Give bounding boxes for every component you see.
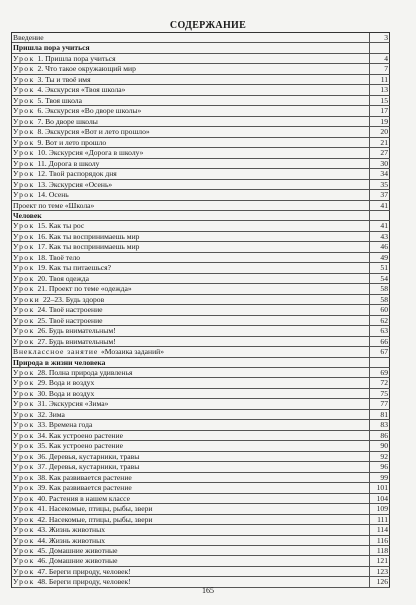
lesson-prefix: Урок — [13, 263, 35, 273]
entry-page-number: 34 — [370, 169, 390, 178]
entry-title: 15. Как ты рос — [37, 221, 85, 231]
entry-page-number: 67 — [370, 347, 390, 356]
toc-row — [12, 253, 390, 263]
toc-row — [12, 431, 390, 441]
entry-title: 17. Как ты воспринимаешь мир — [37, 242, 140, 252]
entry-title: Человек — [13, 210, 42, 220]
table-of-contents — [11, 32, 390, 588]
entry-title: 22–23. Будь здоров — [42, 294, 105, 304]
lesson-prefix: Урок — [13, 566, 35, 576]
entry-title: 24. Твоё настроение — [37, 305, 103, 315]
lesson-prefix: Урок — [13, 483, 35, 493]
toc-row — [12, 441, 390, 451]
entry-title: 13. Экскурсия «Осень» — [37, 179, 113, 189]
toc-row — [12, 378, 390, 388]
toc-entry-label — [12, 169, 370, 178]
lesson-prefix: Урок — [13, 430, 35, 440]
entry-page-number — [370, 358, 390, 367]
toc-row — [12, 201, 390, 211]
toc-row — [12, 263, 390, 273]
toc-entry-label — [12, 316, 370, 325]
entry-page-number: 66 — [370, 337, 390, 346]
lesson-prefix: Урок — [13, 273, 35, 283]
entry-page-number — [370, 211, 390, 220]
entry-page-number: 111 — [370, 515, 390, 524]
entry-title: 37. Деревья, кустарники, травы — [37, 462, 140, 472]
entry-page-number: 51 — [370, 263, 390, 272]
entry-page-number: 41 — [370, 221, 390, 230]
entry-page-number: 104 — [370, 494, 390, 503]
lesson-prefix: Урок — [13, 95, 35, 105]
entry-page-number: 60 — [370, 305, 390, 314]
toc-entry-label — [12, 358, 370, 367]
lesson-prefix: Внеклассное занятие — [13, 347, 99, 357]
toc-row — [12, 567, 390, 577]
lesson-prefix: Урок — [13, 242, 35, 252]
lesson-prefix: Урок — [13, 462, 35, 472]
toc-entry-label — [12, 368, 370, 377]
toc-row — [12, 368, 390, 378]
entry-title: Проект по теме «Школа» — [13, 200, 95, 210]
entry-title: 27. Будь внимательным! — [37, 336, 116, 346]
lesson-prefix: Урок — [13, 399, 35, 409]
entry-title: 8. Экскурсия «Вот и лето прошло» — [37, 127, 150, 137]
lesson-prefix: Уроки — [13, 294, 41, 304]
toc-entry-label — [12, 420, 370, 429]
entry-page-number: 90 — [370, 441, 390, 450]
toc-entry-label — [12, 378, 370, 387]
toc-entry-label — [12, 462, 370, 471]
lesson-prefix: Урок — [13, 231, 35, 241]
entry-page-number: 43 — [370, 232, 390, 241]
entry-page-number: 92 — [370, 452, 390, 461]
entry-page-number: 83 — [370, 420, 390, 429]
toc-row — [12, 473, 390, 483]
toc-row — [12, 504, 390, 514]
toc-entry-label — [12, 504, 370, 513]
toc-entry-label — [12, 127, 370, 136]
entry-page-number: 17 — [370, 106, 390, 115]
lesson-prefix: Урок — [13, 378, 35, 388]
entry-page-number: 13 — [370, 85, 390, 94]
lesson-prefix: Урок — [13, 74, 35, 84]
lesson-prefix: Урок — [13, 420, 35, 430]
entry-page-number: 99 — [370, 473, 390, 482]
entry-page-number: 58 — [370, 284, 390, 293]
entry-page-number: 19 — [370, 117, 390, 126]
toc-entry-label — [12, 106, 370, 115]
toc-row — [12, 462, 390, 472]
entry-title: 45. Домашние животные — [37, 545, 118, 555]
toc-row — [12, 117, 390, 127]
toc-entry-label — [12, 389, 370, 398]
entry-title: 46. Домашние животные — [37, 556, 118, 566]
lesson-prefix: Урок — [13, 388, 35, 398]
toc-entry-label — [12, 64, 370, 73]
lesson-prefix: Урок — [13, 368, 35, 377]
lesson-prefix: Урок — [13, 326, 35, 336]
entry-page-number: 15 — [370, 96, 390, 105]
toc-row — [12, 525, 390, 535]
toc-entry-label — [12, 33, 370, 42]
toc-entry-label — [12, 85, 370, 94]
toc-row — [12, 96, 390, 106]
entry-page-number: 77 — [370, 399, 390, 408]
toc-row — [12, 494, 390, 504]
toc-row — [12, 54, 390, 64]
entry-page-number: 81 — [370, 410, 390, 419]
entry-title: 36. Деревья, кустарники, травы — [37, 451, 140, 461]
toc-entry-label — [12, 305, 370, 314]
toc-row — [12, 242, 390, 252]
toc-entry-label — [12, 211, 370, 220]
entry-title: 31. Экскурсия «Зима» — [37, 399, 109, 409]
toc-row — [12, 75, 390, 85]
toc-entry-label — [12, 473, 370, 482]
toc-row — [12, 347, 390, 357]
toc-entry-label — [12, 525, 370, 534]
entry-page-number: 54 — [370, 274, 390, 283]
toc-entry-label — [12, 253, 370, 262]
entry-title: 32. Зима — [37, 409, 65, 419]
toc-entry-label — [12, 274, 370, 283]
entry-title: Природа в жизни человека — [13, 357, 106, 367]
entry-title: 14. Осень — [37, 190, 69, 200]
lesson-prefix: Урок — [13, 514, 35, 524]
entry-title: 47. Береги природу, человек! — [37, 566, 131, 576]
entry-title: 4. Экскурсия «Твоя школа» — [37, 85, 126, 95]
toc-entry-label — [12, 399, 370, 408]
toc-row — [12, 452, 390, 462]
entry-title: 6. Экскурсия «Во дворе школы» — [37, 106, 142, 116]
lesson-prefix: Урок — [13, 493, 35, 503]
lesson-prefix: Урок — [13, 545, 35, 555]
entry-title: 9. Вот и лето прошло — [37, 137, 107, 147]
entry-title: 33. Времена года — [37, 420, 93, 430]
toc-entry-label — [12, 347, 370, 356]
lesson-prefix: Урок — [13, 441, 35, 451]
entry-title: «Мозаика заданий» — [101, 347, 165, 357]
entry-page-number: 21 — [370, 138, 390, 147]
toc-row — [12, 106, 390, 116]
page-title: СОДЕРЖАНИЕ — [169, 20, 247, 31]
lesson-prefix: Урок — [13, 179, 35, 189]
toc-entry-label — [12, 54, 370, 63]
toc-entry-label — [12, 567, 370, 576]
entry-title: 11. Дорога в школу — [37, 158, 100, 168]
toc-row — [12, 515, 390, 525]
entry-title: 38. Как развивается растение — [37, 472, 132, 482]
entry-title: 25. Твоё настроение — [37, 315, 103, 325]
entry-page-number: 11 — [370, 75, 390, 84]
lesson-prefix: Урок — [13, 451, 35, 461]
entry-title: 28. Полна природа удивленья — [37, 368, 133, 377]
entry-page-number: 121 — [370, 556, 390, 565]
lesson-prefix: Урок — [13, 169, 35, 179]
toc-row — [12, 274, 390, 284]
toc-row — [12, 546, 390, 556]
toc-row — [12, 127, 390, 137]
toc-entry-label — [12, 284, 370, 293]
toc-row — [12, 316, 390, 326]
toc-row — [12, 169, 390, 179]
entry-page-number: 4 — [370, 54, 390, 63]
entry-title: 18. Твоё тело — [37, 252, 81, 262]
entry-page-number: 123 — [370, 567, 390, 576]
lesson-prefix: Урок — [13, 525, 35, 535]
toc-row — [12, 180, 390, 190]
lesson-prefix: Урок — [13, 315, 35, 325]
toc-entry-label — [12, 337, 370, 346]
entry-page-number: 27 — [370, 148, 390, 157]
lesson-prefix: Урок — [13, 556, 35, 566]
toc-entry-label — [12, 190, 370, 199]
entry-page-number: 114 — [370, 525, 390, 534]
entry-page-number: 101 — [370, 483, 390, 492]
toc-entry-label — [12, 483, 370, 492]
toc-row — [12, 326, 390, 336]
lesson-prefix: Урок — [13, 577, 35, 587]
entry-page-number: 46 — [370, 242, 390, 251]
entry-title: 19. Как ты питаешься? — [37, 263, 111, 273]
toc-entry-label — [12, 494, 370, 503]
toc-row — [12, 64, 390, 74]
toc-row — [12, 295, 390, 305]
entry-page-number: 20 — [370, 127, 390, 136]
entry-page-number: 35 — [370, 180, 390, 189]
lesson-prefix: Урок — [13, 190, 35, 200]
page-number: 165 — [202, 586, 214, 595]
toc-entry-label — [12, 159, 370, 168]
entry-page-number: 109 — [370, 504, 390, 513]
entry-page-number: 49 — [370, 253, 390, 262]
toc-entry-label — [12, 441, 370, 450]
toc-entry-label — [12, 242, 370, 251]
toc-entry-label — [12, 515, 370, 524]
entry-page-number: 118 — [370, 546, 390, 555]
toc-entry-label — [12, 295, 370, 304]
toc-entry-label — [12, 117, 370, 126]
toc-section-row — [12, 358, 390, 368]
entry-title: 21. Проект по теме «одежда» — [37, 284, 132, 294]
lesson-prefix: Урок — [13, 116, 35, 126]
entry-title: 2. Что такое окружающий мир — [37, 64, 136, 74]
entry-page-number: 96 — [370, 462, 390, 471]
toc-row — [12, 190, 390, 200]
entry-title: 41. Насекомые, птицы, рыбы, звери — [37, 504, 153, 514]
toc-section-row — [12, 43, 390, 53]
toc-entry-label — [12, 326, 370, 335]
entry-title: 5. Твоя школа — [37, 95, 82, 105]
toc-entry-label — [12, 431, 370, 440]
entry-title: 29. Вода и воздух — [37, 378, 95, 388]
entry-page-number: 41 — [370, 201, 390, 210]
entry-title: Пришла пора учиться — [13, 43, 90, 53]
entry-page-number: 75 — [370, 389, 390, 398]
lesson-prefix: Урок — [13, 504, 35, 514]
toc-entry-label — [12, 75, 370, 84]
lesson-prefix: Урок — [13, 64, 35, 74]
toc-entry-label — [12, 221, 370, 230]
entry-title: 12. Твой распорядок дня — [37, 169, 117, 179]
toc-row — [12, 389, 390, 399]
lesson-prefix: Урок — [13, 127, 35, 137]
entry-title: 42. Насекомые, птицы, рыбы, звери — [37, 514, 153, 524]
toc-entry-label — [12, 180, 370, 189]
entry-page-number: 62 — [370, 316, 390, 325]
lesson-prefix: Урок — [13, 305, 35, 315]
toc-row — [12, 85, 390, 95]
lesson-prefix: Урок — [13, 137, 35, 147]
entry-page-number: 72 — [370, 378, 390, 387]
lesson-prefix: Урок — [13, 158, 35, 168]
lesson-prefix: Урок — [13, 85, 35, 95]
entry-page-number: 126 — [370, 577, 390, 586]
toc-row — [12, 410, 390, 420]
toc-entry-label — [12, 232, 370, 241]
entry-title: 44. Жизнь животных — [37, 535, 106, 545]
toc-row — [12, 556, 390, 566]
entry-title: 39. Как развивается растение — [37, 483, 132, 493]
entry-title: 48. Береги природу, человек! — [37, 577, 131, 587]
toc-entry-label — [12, 263, 370, 272]
toc-row — [12, 33, 390, 43]
toc-section-row — [12, 211, 390, 221]
toc-row — [12, 138, 390, 148]
toc-row — [12, 399, 390, 409]
entry-page-number: 63 — [370, 326, 390, 335]
entry-page-number: 58 — [370, 295, 390, 304]
entry-title: 10. Экскурсия «Дорога в школу» — [37, 148, 144, 158]
lesson-prefix: Урок — [13, 106, 35, 116]
toc-entry-label — [12, 410, 370, 419]
toc-row — [12, 536, 390, 546]
entry-page-number — [370, 43, 390, 52]
entry-title: 20. Твоя одежда — [37, 273, 90, 283]
entry-page-number: 37 — [370, 190, 390, 199]
entry-page-number: 86 — [370, 431, 390, 440]
toc-row — [12, 159, 390, 169]
toc-entry-label — [12, 452, 370, 461]
entry-page-number: 3 — [370, 33, 390, 42]
lesson-prefix: Урок — [13, 53, 35, 63]
entry-title: 34. Как устроено растение — [37, 430, 123, 440]
lesson-prefix: Урок — [13, 284, 35, 294]
entry-title: 40. Растения в нашем классе — [37, 493, 130, 503]
toc-row — [12, 221, 390, 231]
entry-page-number: 69 — [370, 368, 390, 377]
entry-page-number: 7 — [370, 64, 390, 73]
toc-entry-label — [12, 138, 370, 147]
lesson-prefix: Урок — [13, 148, 35, 158]
lesson-prefix: Урок — [13, 221, 35, 231]
lesson-prefix: Урок — [13, 336, 35, 346]
toc-row — [12, 232, 390, 242]
lesson-prefix: Урок — [13, 472, 35, 482]
toc-row — [12, 305, 390, 315]
entry-title: 7. Во дворе школы — [37, 116, 98, 126]
entry-page-number: 116 — [370, 536, 390, 545]
entry-title: 26. Будь внимательным! — [37, 326, 116, 336]
toc-entry-label — [12, 536, 370, 545]
entry-title: 35. Как устроено растение — [37, 441, 123, 451]
entry-title: 16. Как ты воспринимаешь мир — [37, 231, 140, 241]
toc-entry-label — [12, 148, 370, 157]
toc-entry-label — [12, 96, 370, 105]
toc-entry-label — [12, 43, 370, 52]
lesson-prefix: Урок — [13, 409, 35, 419]
entry-title: Введение — [13, 33, 44, 42]
toc-row — [12, 483, 390, 493]
lesson-prefix: Урок — [13, 535, 35, 545]
entry-title: 1. Пришла пора учиться — [37, 53, 116, 63]
toc-row — [12, 284, 390, 294]
toc-entry-label — [12, 201, 370, 210]
toc-row — [12, 420, 390, 430]
lesson-prefix: Урок — [13, 252, 35, 262]
toc-entry-label — [12, 546, 370, 555]
toc-row — [12, 337, 390, 347]
entry-title: 3. Ты и твоё имя — [37, 74, 91, 84]
entry-page-number: 30 — [370, 159, 390, 168]
toc-row — [12, 148, 390, 158]
entry-title: 30. Вода и воздух — [37, 388, 95, 398]
entry-title: 43. Жизнь животных — [37, 525, 106, 535]
toc-entry-label — [12, 556, 370, 565]
